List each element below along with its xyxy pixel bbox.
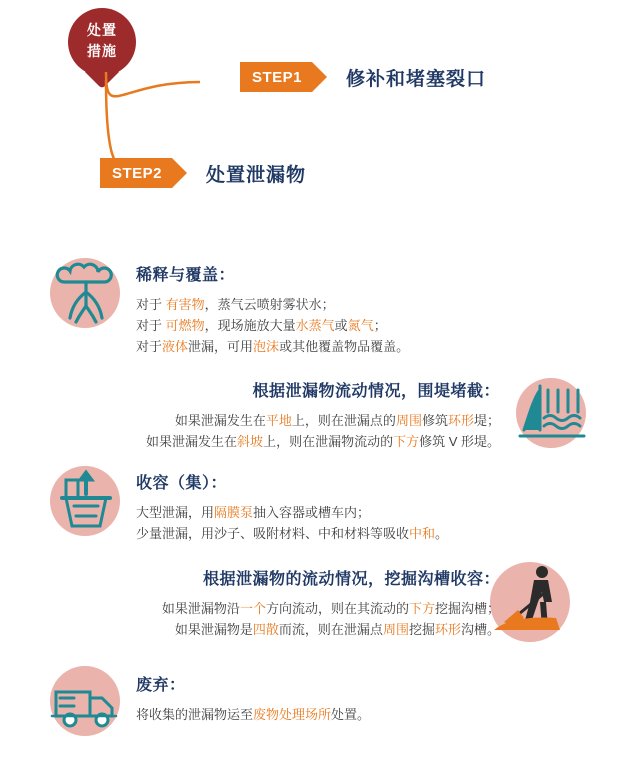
line: 如果泄漏物沿一个方向流动，则在其流动的下方挖掘沟槽； xyxy=(161,601,500,616)
line: 如果泄漏物是四散而流，则在泄漏点周围挖掘环形沟槽。 xyxy=(174,622,500,637)
section-lines xyxy=(128,598,500,640)
section-containment xyxy=(136,470,448,544)
section-lines xyxy=(128,410,500,452)
truck-icon xyxy=(44,660,128,744)
step-2-chip: STEP2 xyxy=(100,158,172,188)
line: 少量泄漏，用沙子、吸附材料、中和材料等吸收中和。 xyxy=(136,526,449,541)
step-1-chip: STEP1 xyxy=(240,62,312,92)
section-heading: 稀释与覆盖： xyxy=(136,267,236,284)
line: 将收集的泄漏物运至废物处理场所处置。 xyxy=(136,707,371,722)
step-1-title: 修补和堵塞裂口 xyxy=(346,68,487,90)
container-arrow-icon xyxy=(44,460,128,544)
pin-label xyxy=(68,20,136,62)
section-heading: 收容（集）： xyxy=(136,475,228,492)
section-heading: 根据泄漏物的流动情况，挖掘沟槽收容： xyxy=(202,571,500,588)
line: 对于液体泄漏，可用泡沫或其他覆盖物品覆盖。 xyxy=(136,339,410,354)
section-dike-intercept xyxy=(128,378,500,452)
line: 如果泄漏发生在平地上，则在泄漏点的周围修筑环形堤； xyxy=(174,413,500,428)
dike-water-icon xyxy=(510,372,594,456)
line: 如果泄漏发生在斜坡上，则在泄漏物流动的下方修筑 V 形堤。 xyxy=(146,434,500,449)
step-1 xyxy=(240,62,486,92)
section-lines xyxy=(136,294,409,357)
section-dilute-cover xyxy=(136,262,409,357)
section-lines xyxy=(136,502,448,544)
line: 对于 可燃物，现场施放大量水蒸气或氮气； xyxy=(136,318,387,333)
step-2 xyxy=(100,158,306,188)
pin-label-line2: 措施 xyxy=(87,43,117,59)
section-lines xyxy=(136,704,370,725)
line: 对于 有害物，蒸气云喷射雾状水； xyxy=(136,297,335,312)
section-heading: 废弃： xyxy=(136,677,186,694)
pin-label-line1: 处置 xyxy=(87,22,117,38)
line: 大型泄漏，用隔膜泵抽入容器或槽车内； xyxy=(136,505,371,520)
section-disposal xyxy=(136,672,370,725)
section-dig-trench xyxy=(128,566,500,640)
section-heading: 根据泄漏物流动情况，围堤堵截： xyxy=(252,383,500,400)
explosion-spray-icon xyxy=(44,252,128,336)
step-2-title: 处置泄漏物 xyxy=(206,164,307,186)
